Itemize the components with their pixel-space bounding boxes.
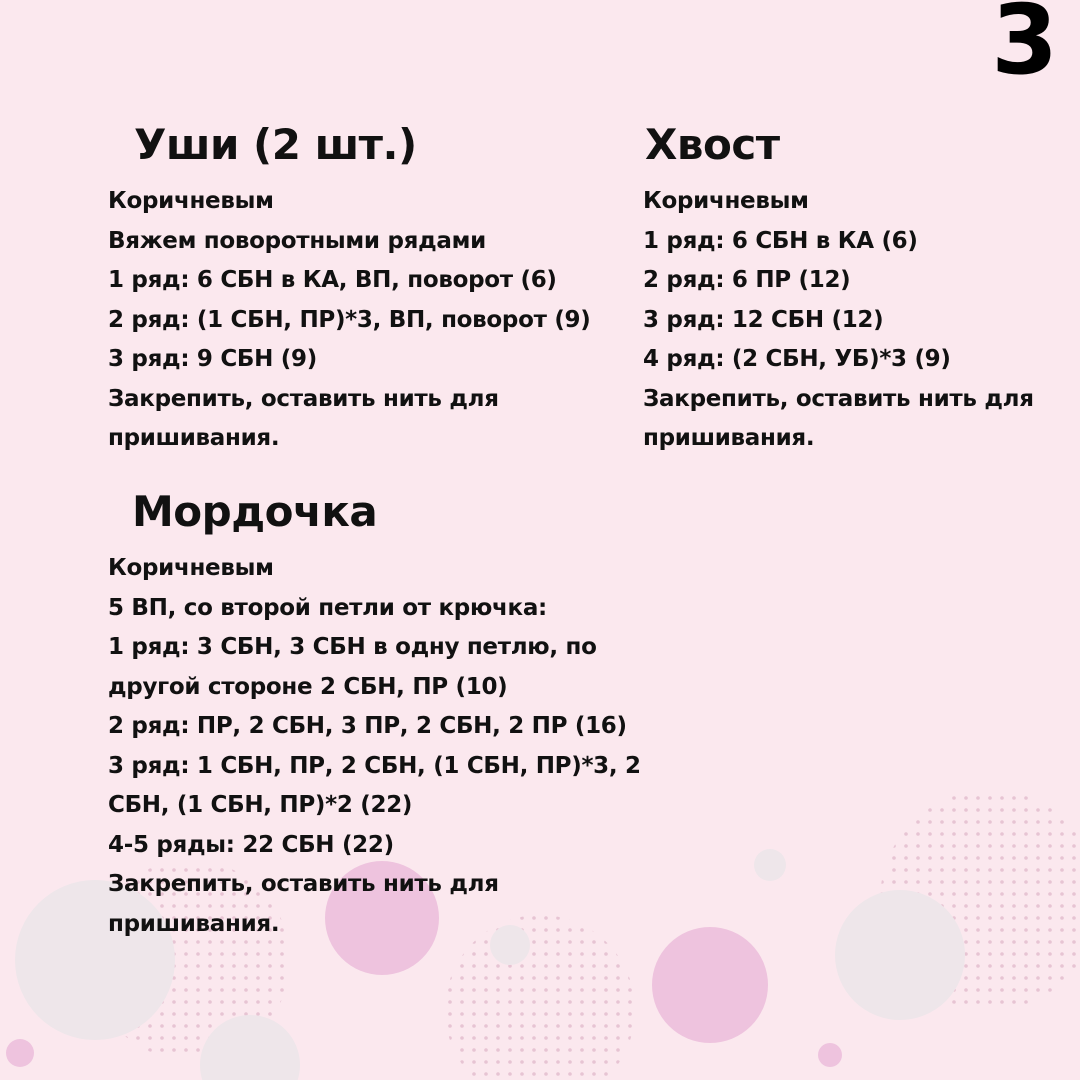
instruction-line: другой стороне 2 СБН, ПР (10) [108, 673, 508, 700]
pink-circle-small-2 [818, 1043, 842, 1067]
instruction-line: Вяжем поворотными рядами [108, 227, 486, 254]
instruction-line: Коричневым [643, 188, 809, 214]
muzzle-instructions [108, 549, 641, 944]
instruction-line: 3 ряд: 9 СБН (9) [108, 346, 317, 372]
instruction-line: 4-5 ряды: 22 СБН (22) [108, 831, 394, 858]
page-number: 3 [991, 0, 1058, 96]
pink-circle-right [652, 927, 768, 1043]
instruction-line: Закрепить, оставить нить для [108, 871, 499, 897]
light-circle-right [835, 890, 965, 1020]
tail-section [643, 120, 1034, 459]
instruction-line: пришивания. [108, 425, 280, 451]
instruction-line: 3 ряд: 12 СБН (12) [643, 306, 884, 333]
light-circle-small-1 [754, 849, 786, 881]
instruction-line: Коричневым [108, 188, 274, 214]
section-title-muzzle: Мордочка [132, 487, 378, 536]
instruction-line: 4 ряд: (2 СБН, УБ)*3 (9) [643, 346, 951, 372]
instruction-line: 2 ряд: (1 СБН, ПР)*3, ВП, поворот (9) [108, 306, 591, 333]
instruction-line: Закрепить, оставить нить для [643, 385, 1034, 412]
instruction-line: 3 ряд: 1 СБН, ПР, 2 СБН, (1 СБН, ПР)*3, 2 [108, 752, 641, 779]
ears-section [108, 120, 591, 459]
instruction-line: Коричневым [108, 555, 274, 581]
tail-instructions [643, 182, 1034, 459]
instruction-line: Закрепить, оставить нить для [108, 385, 499, 412]
ears-instructions [108, 182, 590, 459]
pink-circle-small-1 [6, 1039, 34, 1067]
instruction-line: 5 ВП, со второй петли от крючка: [108, 594, 547, 621]
instruction-line: пришивания. [643, 425, 815, 451]
instruction-line: 1 ряд: 3 СБН, 3 СБН в одну петлю, по [108, 634, 597, 660]
instruction-line: пришивания. [108, 910, 280, 937]
instruction-line: 2 ряд: 6 ПР (12) [643, 267, 851, 293]
instruction-line: 2 ряд: ПР, 2 СБН, 3 ПР, 2 СБН, 2 ПР (16) [108, 713, 627, 739]
instruction-line: 1 ряд: 6 СБН в КА, ВП, поворот (6) [108, 267, 557, 293]
instruction-line: 1 ряд: 6 СБН в КА (6) [643, 227, 918, 254]
section-title-tail: Хвост [645, 120, 780, 169]
muzzle-section [108, 487, 641, 944]
section-title-ears: Уши (2 шт.) [134, 120, 417, 169]
instruction-line: СБН, (1 СБН, ПР)*2 (22) [108, 792, 413, 818]
